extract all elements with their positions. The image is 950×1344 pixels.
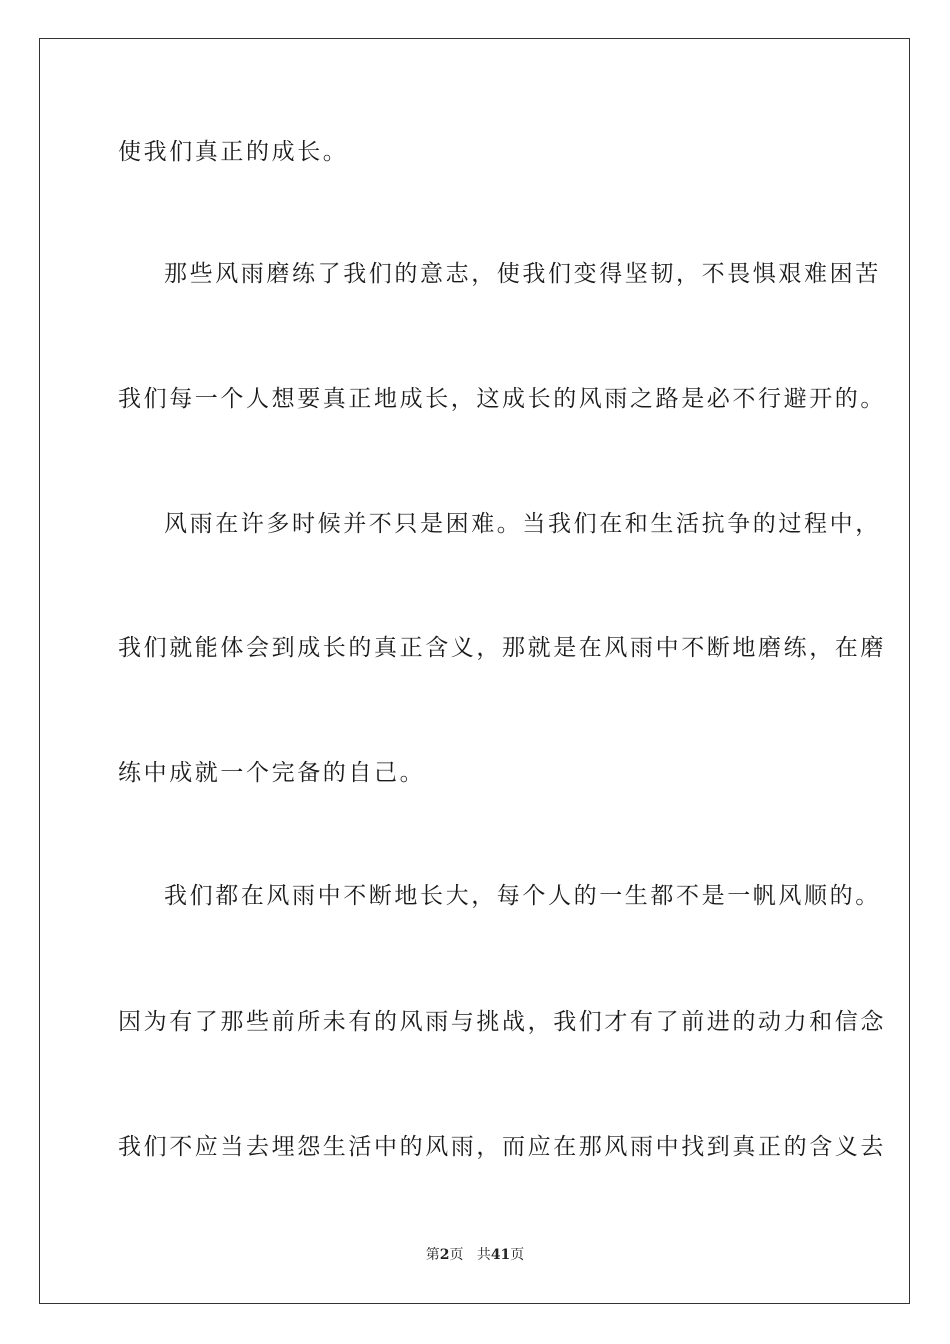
- text-line: 练中成就一个完备的自己。: [118, 760, 426, 786]
- text-line: 我们不应当去埋怨生活中的风雨，而应在那风雨中找到真正的含义去: [118, 1134, 886, 1160]
- text-line: 那些风雨磨练了我们的意志，使我们变得坚韧，不畏惧艰难困苦: [164, 261, 881, 287]
- total-pages: 41: [490, 1247, 511, 1263]
- page-number: 2: [439, 1247, 450, 1263]
- page-suffix: 页: [449, 1247, 464, 1263]
- page-footer: [0, 1244, 950, 1264]
- text-line: 风雨在许多时候并不只是困难。当我们在和生活抗争的过程中，: [164, 511, 881, 537]
- text-line: 因为有了那些前所未有的风雨与挑战，我们才有了前进的动力和信念: [118, 1009, 886, 1035]
- total-suffix: 页: [510, 1247, 525, 1263]
- text-line: 我们就能体会到成长的真正含义，那就是在风雨中不断地磨练，在磨: [118, 635, 886, 661]
- text-line: 使我们真正的成长。: [118, 139, 349, 165]
- page-prefix: 第: [425, 1247, 440, 1263]
- total-prefix: 共: [476, 1247, 491, 1263]
- text-line: 我们每一个人想要真正地成长，这成长的风雨之路是必不行避开的。: [118, 386, 886, 412]
- page-border: [39, 38, 910, 1304]
- text-line: 我们都在风雨中不断地长大，每个人的一生都不是一帆风顺的。: [164, 883, 881, 909]
